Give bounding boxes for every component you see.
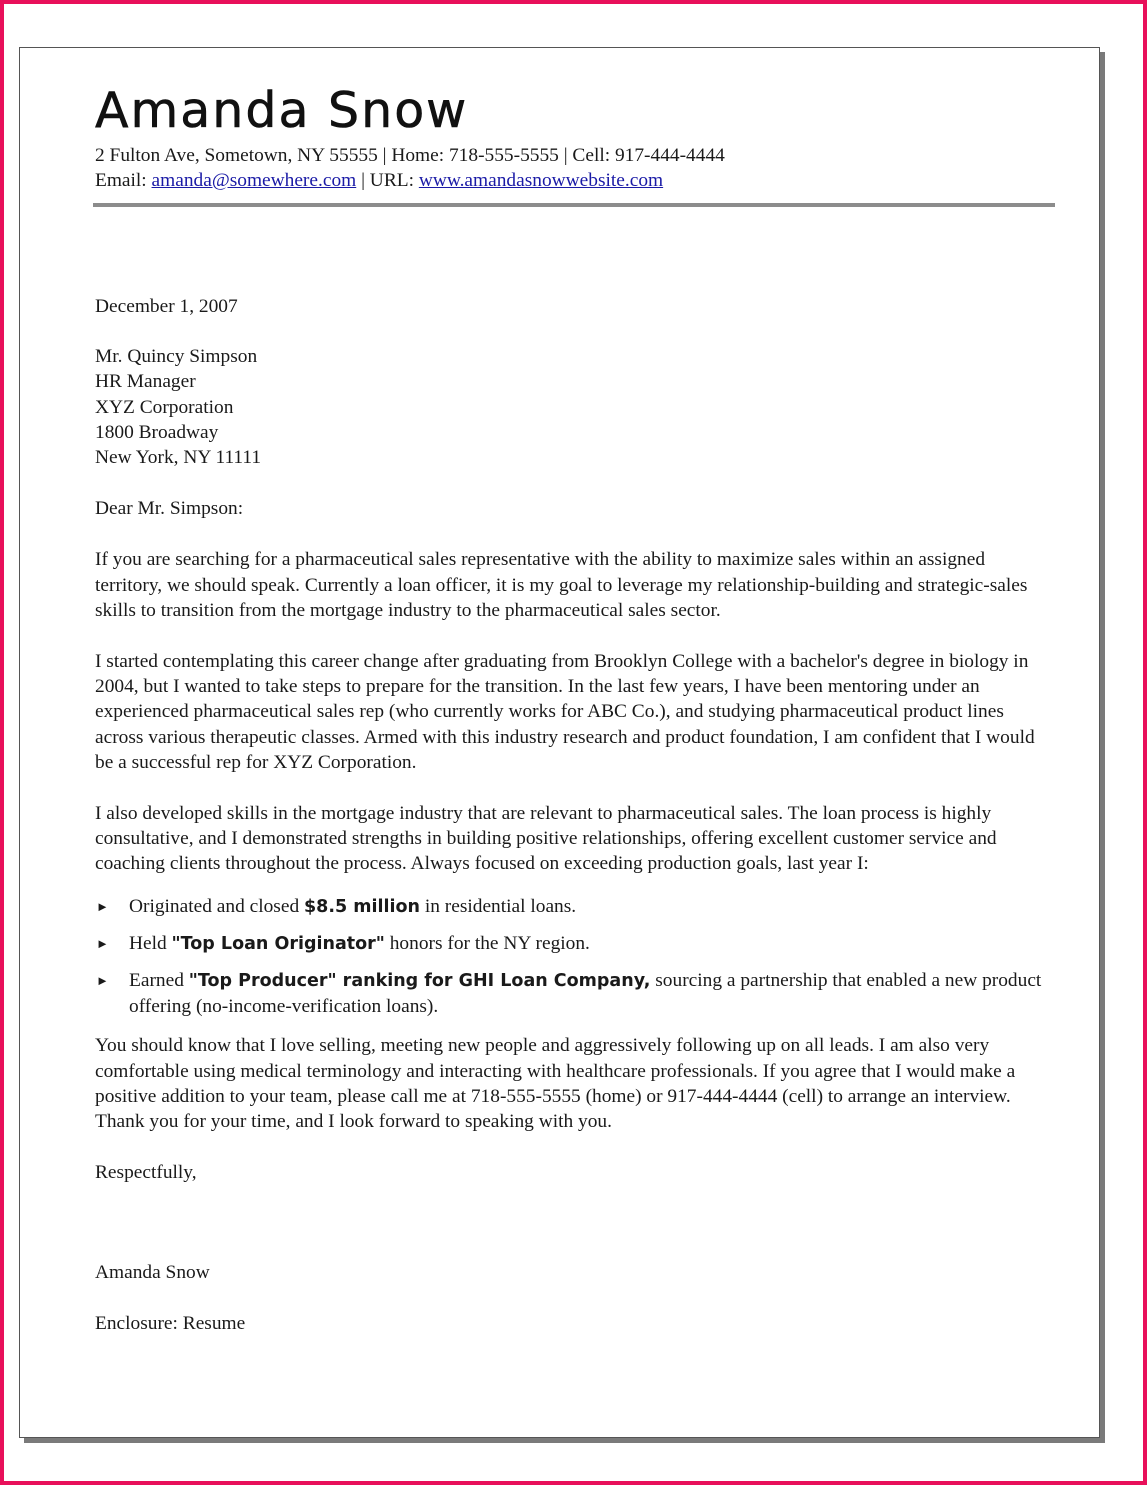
paragraph-text: I started contemplating this career change after graduating from Brooklyn College with a bachelor's degree in biology in 2004, but I wanted to take steps to prepare for the transition. In the last few years, I have been mentoring under an experienced pharmaceutical sales rep (who currently works for ABC Co.), and studying pharmaceutical product lines across various therapeutic classes. Armed with this industry research and product foundation, I am confident that I would be a successful rep for XYZ Corporation.	[95, 651, 1035, 773]
signature-name: Amanda Snow	[95, 1262, 210, 1284]
letter-page	[19, 47, 1100, 1438]
sender-name: Amanda Snow	[95, 82, 469, 139]
header-divider	[93, 203, 1055, 207]
recipient-title: HR Manager	[95, 371, 196, 393]
website-link[interactable]: www.amandasnowwebsite.com	[418, 170, 664, 191]
paragraph-background	[95, 649, 1055, 775]
recipient-city: New York, NY 11111	[95, 447, 262, 469]
contact-address-line: 2 Fulton Ave, Sometown, NY 55555 | Home: 718-555-5555 | Cell: 917-444-4444	[95, 145, 725, 166]
email-link[interactable]: amanda@somewhere.com	[151, 170, 357, 191]
bullet-text: Held	[129, 932, 172, 954]
bullet-text: Earned	[129, 970, 189, 992]
bullet-text: in residential loans.	[419, 895, 577, 917]
paragraph-text: You should know that I love selling, meeting new people and aggressively following up on all leads. I am also very comfortable using medical terminology and interacting with healthcare professionals. If you agree that I would make a positive addition to your team, please call me at 718-555-5555 (home) or 917-444-4444 (cell) to arrange an interview. Thank you for your time, and I look forward to speaking with you.	[95, 1035, 1016, 1133]
achievements-list	[95, 894, 1055, 1020]
bullet-emphasis: "Top Producer" ranking for GHI Loan Company,	[188, 971, 651, 992]
paragraph-skills	[95, 801, 1055, 877]
triangle-bullet-icon: ►	[96, 898, 109, 914]
recipient-block	[95, 344, 1055, 470]
paragraph-intro	[95, 547, 1055, 623]
bullet-text: sourcing a partnership that enabled a new product offering (no-income-verification loans).	[129, 970, 1042, 1018]
triangle-bullet-icon: ►	[96, 973, 109, 989]
bullet-emphasis: $8.5 million	[304, 896, 420, 917]
recipient-name: Mr. Quincy Simpson	[95, 346, 258, 368]
salutation: Dear Mr. Simpson:	[95, 498, 244, 520]
letter-body	[95, 294, 1055, 1336]
recipient-company: XYZ Corporation	[95, 396, 234, 418]
triangle-bullet-icon: ►	[96, 935, 109, 951]
paragraph-text: If you are searching for a pharmaceutical sales representative with the ability to maximize sales within an assigned territory, we should speak. Currently a loan officer, it is my goal to leverage my relationship-building and strategic-sales skills to transition from the mortgage industry to the pharmaceutical sales sector.	[95, 549, 1028, 621]
list-item	[95, 968, 1055, 1019]
complimentary-close: Respectfully,	[95, 1162, 197, 1184]
letterhead	[95, 82, 1055, 207]
contact-web-line	[95, 168, 1055, 193]
paragraph-closing-pitch	[95, 1033, 1055, 1134]
bullet-text: honors for the NY region.	[384, 932, 590, 954]
enclosure-note: Enclosure: Resume	[95, 1312, 246, 1334]
recipient-street: 1800 Broadway	[95, 421, 219, 443]
bullet-text: Originated and closed	[129, 895, 304, 917]
letter-content	[95, 78, 1055, 1336]
paragraph-text: I also developed skills in the mortgage industry that are relevant to pharmaceutical sales. The loan process is highly consultative, and I demonstrated strengths in building positive relationships, offering excellent customer service and coaching clients throughout the process. Always focused on exceeding production goals, last year I:	[95, 803, 997, 875]
url-label: | URL:	[356, 170, 419, 191]
list-item	[95, 894, 1055, 920]
email-label: Email:	[95, 170, 152, 191]
letter-date: December 1, 2007	[95, 296, 238, 317]
list-item	[95, 931, 1055, 957]
bullet-emphasis: "Top Loan Originator"	[171, 933, 385, 954]
